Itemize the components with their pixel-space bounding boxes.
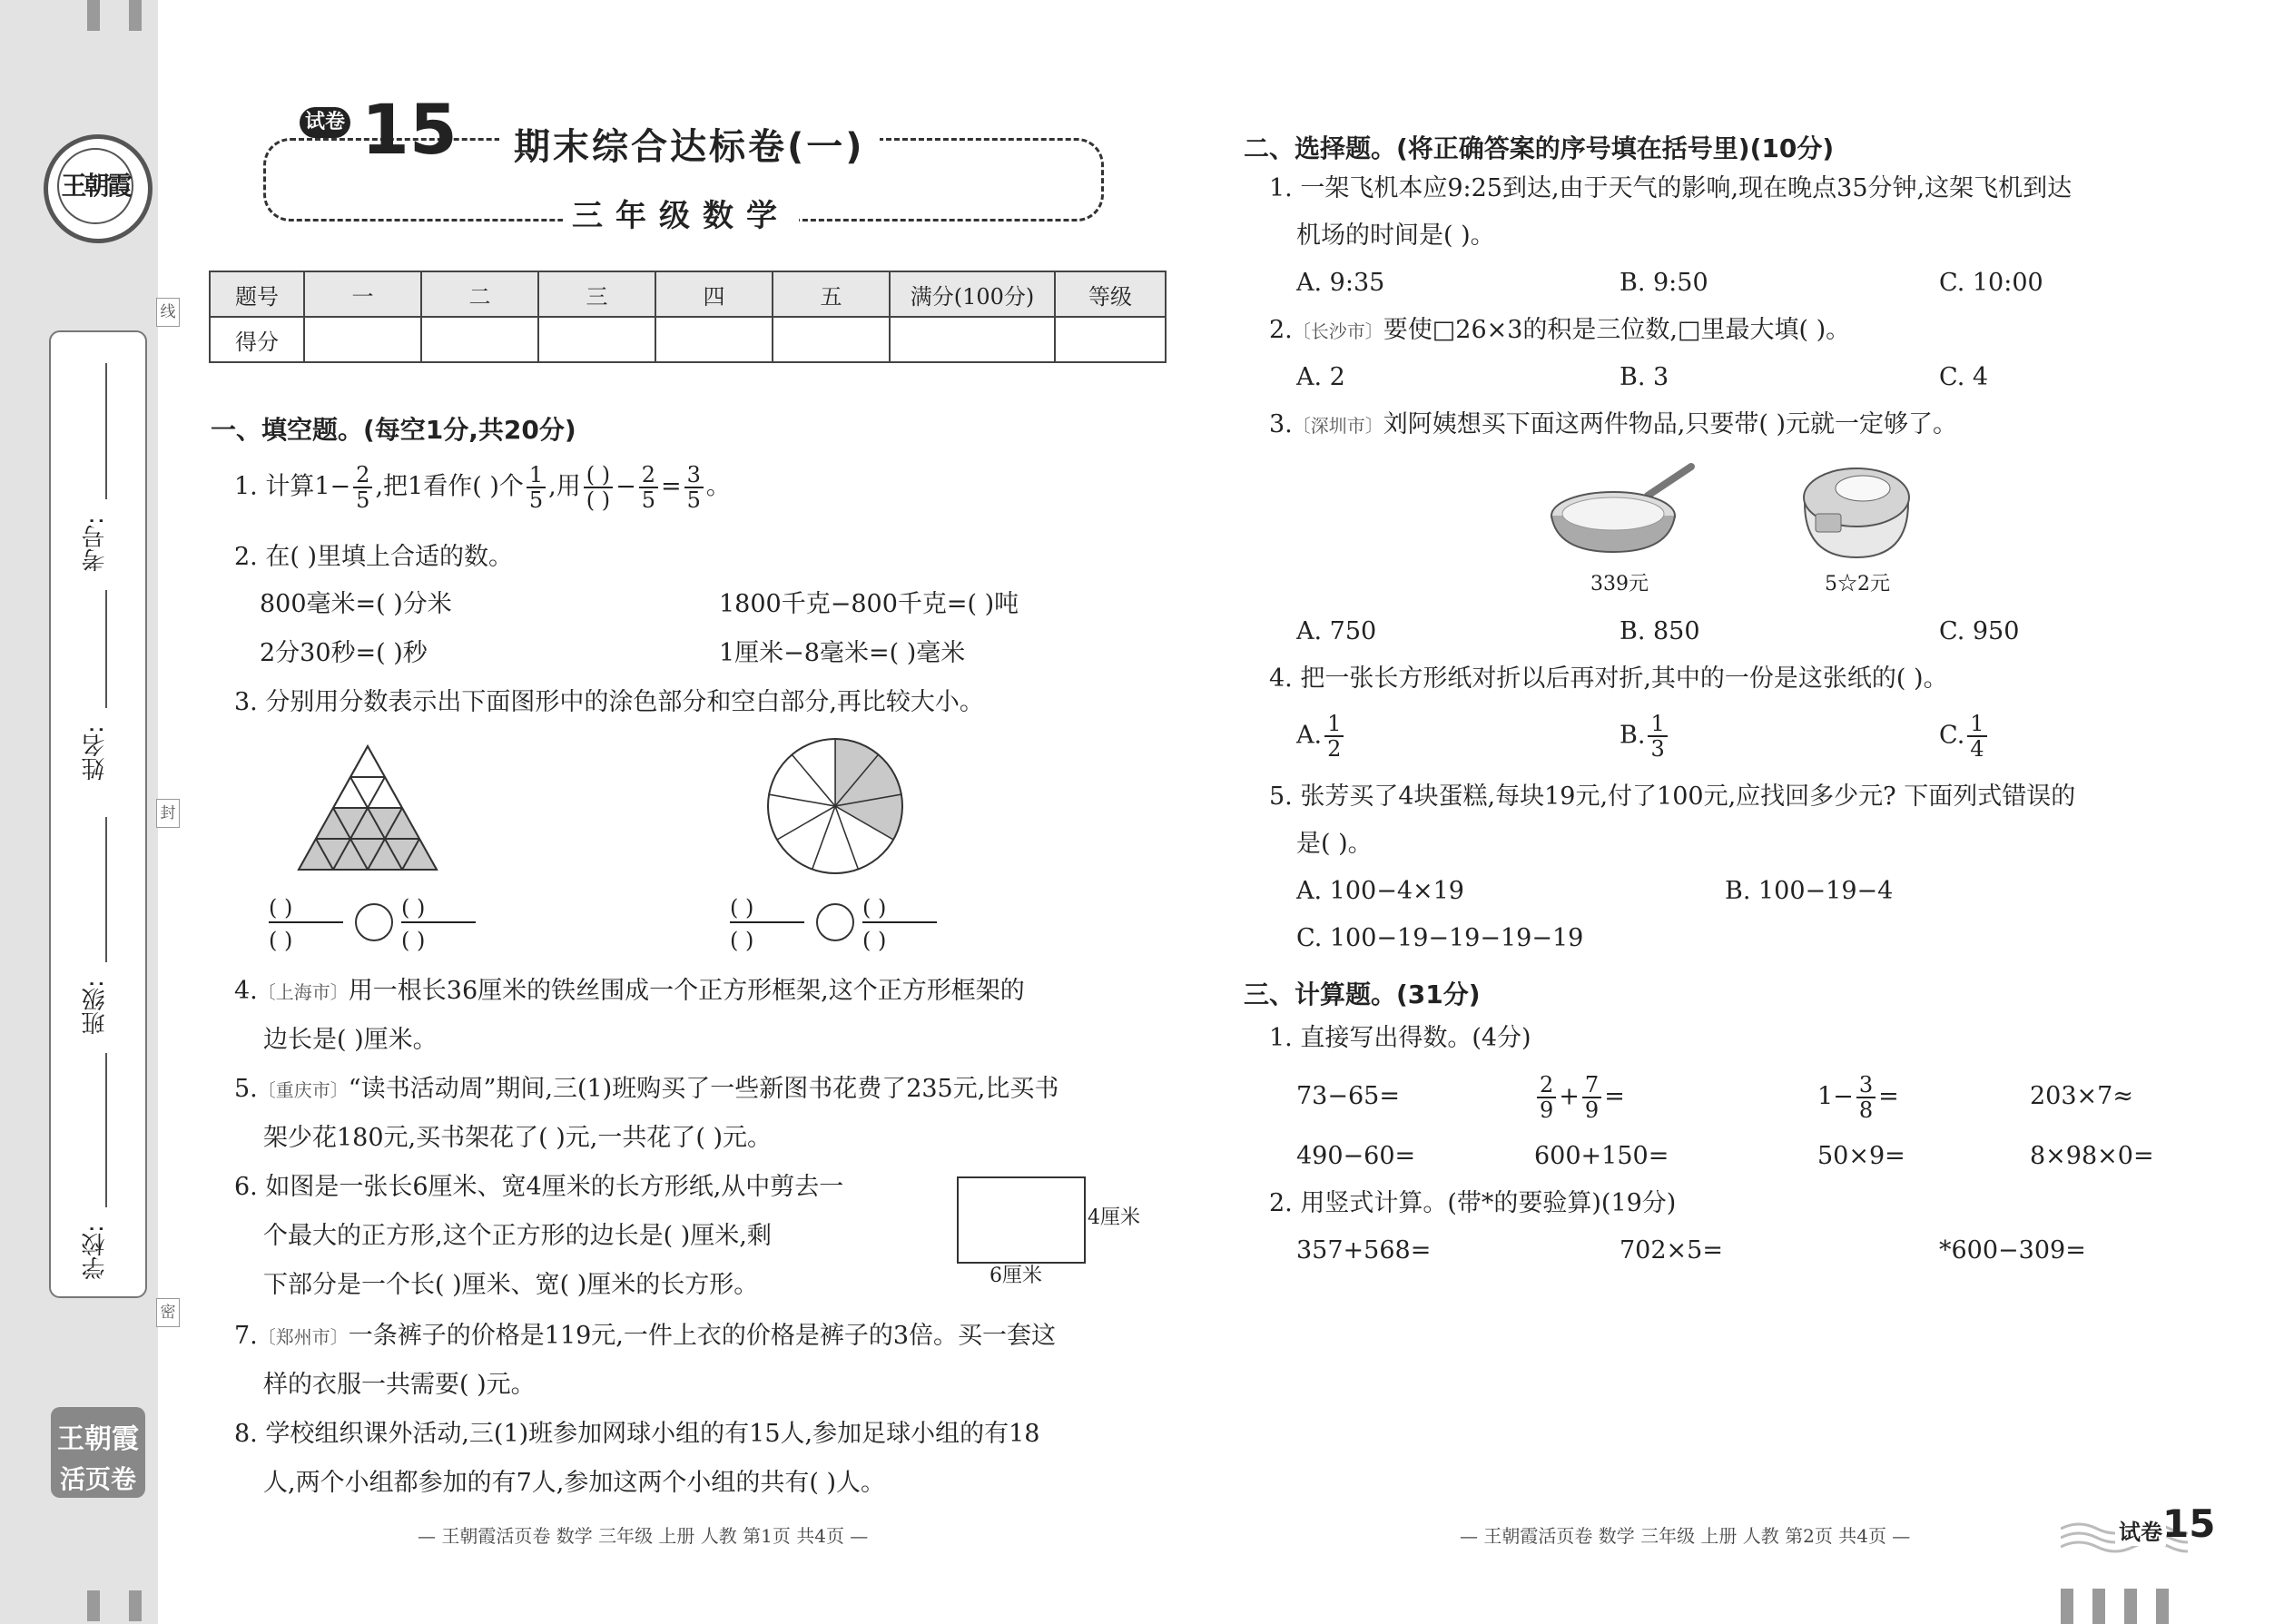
calc-item[interactable] (1534, 1073, 1625, 1122)
region-tag: 〔深圳市〕 (1292, 415, 1383, 437)
operator: − (615, 472, 636, 501)
s2-question3: 3.〔深圳市〕刘阿姨想买下面这两件物品,只要带( )元就一定够了。 (1269, 410, 1957, 438)
q1-text: 。 (705, 472, 731, 501)
header-cell: 五 (773, 271, 890, 317)
answer-fraction-blank[interactable] (584, 463, 613, 512)
s1-q2-item-a[interactable]: 800毫米=( )分米 (260, 590, 452, 618)
s2-q5-option-a[interactable]: A. 100−4×19 (1296, 877, 1464, 905)
fraction (353, 463, 372, 512)
calc-item[interactable]: 73−65= (1296, 1082, 1400, 1110)
denominator: 4 (1970, 736, 1984, 762)
svg-text:( ): ( ) (401, 895, 426, 920)
compare-circle[interactable] (817, 904, 853, 940)
fraction (1856, 1073, 1876, 1122)
calc-item[interactable]: 490−60= (1296, 1142, 1416, 1170)
svg-text:( ): ( ) (730, 928, 754, 953)
corner-label: 试卷 (2115, 1514, 2166, 1546)
logo2-line1: 王朝霞 (57, 1423, 139, 1455)
s2-question4: 4. 把一张长方形纸对折以后再对折,其中的一份是这张纸的( )。 (1269, 664, 1948, 693)
s2-question1: 1. 一架飞机本应9:25到达,由于天气的影响,现在晚点35分钟,这架飞机到达 (1269, 174, 2072, 202)
vertical-calc-item[interactable]: 702×5= (1620, 1236, 1723, 1265)
s1-question8: 8. 学校组织课外活动,三(1)班参加网球小组的有15人,参加足球小组的有18 (234, 1420, 1040, 1448)
numerator: 1 (1967, 712, 1986, 737)
rect-width-label: 4厘米 (1088, 1206, 1140, 1229)
fraction (1537, 1073, 1556, 1122)
numerator: 2 (1537, 1073, 1556, 1098)
score-cell[interactable] (1055, 317, 1166, 362)
numerator: 2 (639, 463, 658, 488)
class-label: 班级: (82, 979, 109, 1035)
s1-question4: 4.〔上海市〕用一根长36厘米的铁丝围成一个正方形框架,这个正方形框架的 (234, 977, 1025, 1005)
fraction (1582, 1073, 1601, 1122)
pan-price: 339元 (1590, 573, 1649, 595)
fraction (1967, 712, 1986, 761)
score-cell[interactable] (304, 317, 421, 362)
seal-mark-mi: 密 (156, 1298, 180, 1327)
s2-question2: 2.〔长沙市〕要使□26×3的积是三位数,□里最大填( )。 (1269, 316, 1851, 344)
seal-mark-xian: 线 (156, 298, 180, 327)
s2-question5-line2[interactable]: 是( )。 (1296, 830, 1373, 858)
exam-number-line[interactable] (105, 363, 107, 499)
operator: = (661, 472, 682, 501)
numerator: 3 (1856, 1073, 1876, 1098)
fraction (527, 463, 546, 512)
option-label: B. (1620, 721, 1646, 750)
logo2-line2: 活页卷 (59, 1464, 136, 1494)
q5-text: “读书活动周”期间,三(1)班购买了一些新图书花费了235元,比买书 (348, 1075, 1059, 1103)
s1-question3: 3. 分别用分数表示出下面图形中的涂色部分和空白部分,再比较大小。 (234, 688, 984, 716)
exam-number-label: 考号: (82, 517, 109, 572)
fraction (639, 463, 658, 512)
class-line[interactable] (105, 817, 107, 962)
rice-cooker-image (1797, 458, 1915, 565)
brand-logo-seal (44, 134, 153, 243)
svg-text:( ): ( ) (862, 895, 887, 920)
q1-text: 1. 计算1− (234, 472, 351, 501)
strip-mark (129, 0, 142, 31)
s2-q1-option-b[interactable]: B. 9:50 (1620, 269, 1708, 297)
calc-item[interactable]: 50×9= (1817, 1142, 1905, 1170)
corner-number: 15 (2162, 1501, 2216, 1546)
strip-mark (87, 1590, 100, 1621)
s1-q2-item-b[interactable]: 1800千克−800千克=( )吨 (719, 590, 1019, 618)
q4-text: 用一根长36厘米的铁丝围成一个正方形框架,这个正方形框架的 (348, 977, 1025, 1005)
denominator: 9 (1584, 1097, 1600, 1123)
denominator: 5 (528, 487, 544, 513)
exam-badge: 试卷 (300, 107, 350, 138)
operator: + (1559, 1082, 1580, 1111)
score-header-row (210, 271, 1166, 317)
section1-title: 一、填空题。(每空1分,共20分) (211, 415, 576, 445)
s2-q4-option-b[interactable] (1620, 712, 1670, 761)
strip-mark (87, 0, 100, 31)
s2-q1-option-a[interactable]: A. 9:35 (1296, 269, 1385, 297)
rect-length-label: 6厘米 (989, 1265, 1042, 1287)
numerator: 2 (353, 463, 372, 488)
numerator: 1 (1324, 712, 1344, 737)
strip-mark (2061, 1589, 2073, 1624)
s2-q2-option-c[interactable]: C. 4 (1939, 363, 1989, 391)
q7-text: 一条裤子的价格是119元,一件上衣的价格是裤子的3倍。买一套这 (348, 1322, 1057, 1350)
svg-text:( ): ( ) (862, 928, 887, 953)
student-info-box (49, 330, 147, 1298)
svg-text:( ): ( ) (269, 895, 293, 920)
score-table (209, 271, 1167, 363)
circle-figure (763, 733, 908, 879)
school-line[interactable] (105, 1053, 107, 1207)
s2-q3-option-b[interactable]: B. 850 (1620, 617, 1700, 645)
s1-question6-line2[interactable]: 个最大的正方形,这个正方形的边长是( )厘米,剩 (263, 1222, 772, 1250)
s2-question5: 5. 张芳买了4块蛋糕,每块19元,付了100元,应找回多少元? 下面列式错误的 (1269, 782, 2076, 811)
calc-item[interactable]: 203×7≈ (2030, 1082, 2133, 1110)
denominator: 2 (1327, 736, 1342, 762)
s1-question6: 6. 如图是一张长6厘米、宽4厘米的长方形纸,从中剪去一 (234, 1173, 844, 1201)
s1-question4-line2[interactable]: 边长是( )厘米。 (263, 1026, 438, 1054)
calc-item[interactable] (1817, 1073, 1899, 1122)
header-cell: 二 (421, 271, 538, 317)
s2-question1-line2[interactable]: 机场的时间是( )。 (1296, 221, 1495, 250)
score-row-label: 得分 (210, 317, 304, 362)
s1-question5-line2[interactable]: 架少花180元,买书架花了( )元,一共花了( )元。 (263, 1124, 772, 1152)
s2-q3-option-a[interactable]: A. 750 (1296, 617, 1377, 645)
numerator: 7 (1582, 1073, 1601, 1098)
region-tag: 〔郑州市〕 (257, 1326, 349, 1348)
option-label: C. (1939, 721, 1965, 750)
name-line[interactable] (105, 590, 107, 708)
seal-mark-feng: 封 (156, 799, 180, 828)
option-label: A. (1296, 721, 1323, 750)
score-row (210, 317, 1166, 362)
header-cell: 等级 (1055, 271, 1166, 317)
vertical-calc-item[interactable]: 357+568= (1296, 1236, 1432, 1265)
score-cell[interactable] (655, 317, 773, 362)
compare-blanks-circle[interactable] (726, 891, 944, 955)
svg-text:( ): ( ) (269, 928, 293, 953)
denominator: 5 (356, 487, 370, 513)
section2-title: 二、选择题。(将正确答案的序号填在括号里)(10分) (1244, 133, 1835, 163)
operator: = (1604, 1082, 1625, 1111)
svg-text:( ): ( ) (401, 928, 426, 953)
region-tag: 〔重庆市〕 (257, 1079, 349, 1101)
score-cell[interactable] (773, 317, 890, 362)
s1-question6-line3[interactable]: 下部分是一个长( )厘米、宽( )厘米的长方形。 (263, 1271, 759, 1299)
rectangle-figure (957, 1176, 1086, 1264)
denominator: ( ) (586, 487, 611, 513)
strip-mark (2092, 1589, 2105, 1624)
frying-pan-image (1548, 461, 1702, 561)
section3-title: 三、计算题。(31分) (1244, 979, 1481, 1009)
s2-q4-option-c[interactable] (1939, 712, 1990, 761)
compare-blanks-triangle[interactable] (265, 891, 483, 955)
exam-subtitle: 三年级数学 (563, 191, 799, 235)
s1-question7-line2[interactable]: 样的衣服一共需要( )元。 (263, 1371, 536, 1399)
header-cell: 一 (304, 271, 421, 317)
exam-number: 15 (361, 89, 458, 170)
header-cell: 满分(100分) (890, 271, 1055, 317)
brand-logo-badge (51, 1407, 145, 1498)
fraction (1648, 712, 1667, 761)
s2-q1-option-c[interactable]: C. 10:00 (1939, 269, 2043, 297)
calc-text: 1− (1817, 1082, 1854, 1111)
s1-q2-item-c[interactable]: 2分30秒=( )秒 (260, 639, 428, 667)
score-cell[interactable] (421, 317, 538, 362)
header-cell: 题号 (210, 271, 304, 317)
region-tag: 〔长沙市〕 (1292, 320, 1383, 342)
vertical-calc-item[interactable]: *600−309= (1939, 1236, 2086, 1265)
q1-text: ,把1看作( )个 (375, 472, 524, 501)
s3-question2: 2. 用竖式计算。(带*的要验算)(19分) (1269, 1189, 1677, 1217)
q2-text: 要使□26×3的积是三位数,□里最大填( )。 (1383, 316, 1851, 344)
score-cell[interactable] (538, 317, 655, 362)
s2-q2-option-b[interactable]: B. 3 (1620, 363, 1669, 391)
s1-question8-line2[interactable]: 人,两个小组都参加的有7人,参加这两个小组的共有( )人。 (263, 1469, 885, 1497)
svg-text:( ): ( ) (730, 895, 754, 920)
q1-text: ,用 (548, 472, 581, 501)
s2-q3-option-c[interactable]: C. 950 (1939, 617, 2020, 645)
s1-q2-item-d[interactable]: 1厘米−8毫米=( )毫米 (719, 639, 966, 667)
s2-q5-option-b[interactable]: B. 100−19−4 (1725, 877, 1894, 905)
numerator: 1 (527, 463, 546, 488)
calc-item[interactable]: 8×98×0= (2030, 1142, 2154, 1170)
school-label: 学校: (82, 1225, 109, 1280)
s2-q5-option-c[interactable]: C. 100−19−19−19−19 (1296, 924, 1584, 952)
name-label: 姓名: (82, 725, 109, 781)
s1-question2: 2. 在( )里填上合适的数。 (234, 543, 513, 571)
denominator: 3 (1650, 736, 1665, 762)
denominator: 5 (641, 487, 655, 513)
fraction (1324, 712, 1344, 761)
s1-question1 (234, 463, 731, 512)
footer-left: — 王朝霞活页卷 数学 三年级 上册 人教 第1页 共4页 — (418, 1525, 869, 1547)
fraction (684, 463, 704, 512)
denominator: 8 (1858, 1097, 1874, 1123)
exam-title: 期末综合达标卷(一) (499, 118, 880, 170)
triangle-figure (295, 743, 440, 873)
calc-item[interactable]: 600+150= (1534, 1142, 1669, 1170)
s3-question1: 1. 直接写出得数。(4分) (1269, 1024, 1531, 1052)
logo-text: 王朝霞 (57, 148, 133, 224)
strip-mark (129, 1590, 142, 1621)
s2-q4-option-a[interactable] (1296, 712, 1346, 761)
numerator: 1 (1648, 712, 1667, 737)
denominator: 5 (686, 487, 701, 513)
numerator: ( ) (584, 463, 613, 488)
s2-q2-option-a[interactable]: A. 2 (1296, 363, 1345, 391)
q3-text: 刘阿姨想买下面这两件物品,只要带( )元就一定够了。 (1383, 410, 1957, 438)
strip-mark (2156, 1589, 2169, 1624)
header-cell: 四 (655, 271, 773, 317)
denominator: 9 (1540, 1097, 1554, 1123)
s1-question7: 7.〔郑州市〕一条裤子的价格是119元,一件上衣的价格是裤子的3倍。买一套这 (234, 1322, 1057, 1350)
operator: = (1878, 1082, 1899, 1111)
cooker-price: 5☆2元 (1825, 573, 1890, 595)
numerator: 3 (684, 463, 704, 488)
compare-circle[interactable] (356, 904, 392, 940)
region-tag: 〔上海市〕 (257, 981, 349, 1003)
score-cell[interactable] (890, 317, 1055, 362)
s1-question5: 5.〔重庆市〕“读书活动周”期间,三(1)班购买了一些新图书花费了235元,比买书 (234, 1075, 1059, 1103)
strip-mark (2124, 1589, 2137, 1624)
footer-right: — 王朝霞活页卷 数学 三年级 上册 人教 第2页 共4页 — (1460, 1525, 1911, 1547)
header-cell: 三 (538, 271, 655, 317)
